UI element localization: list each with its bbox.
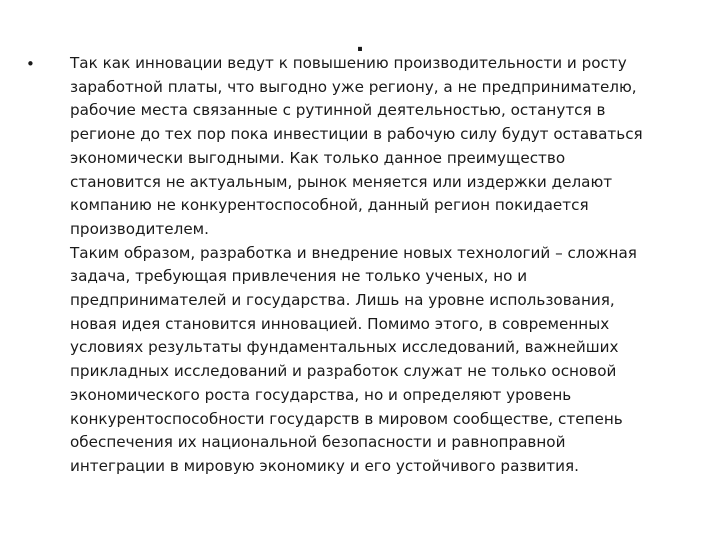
- bullet-marker: •: [26, 55, 35, 73]
- text-line: Так как инновации ведут к повышению производительности и росту: [70, 54, 627, 72]
- text-line: прикладных исследований и разработок служат не только основой: [70, 362, 617, 381]
- text-line: производителем.: [70, 219, 209, 238]
- text-line: интеграции в мировую экономику и его устойчивого развития.: [70, 456, 579, 475]
- text-line: компанию не конкурентоспособной, данный регион покидается: [70, 196, 589, 215]
- text-line: экономически выгодными. Как только данное преимущество: [70, 148, 566, 167]
- text-line: Таким образом, разработка и внедрение новых технологий – сложная: [70, 243, 637, 262]
- text-line: условиях результаты фундаментальных исследований, важнейших: [70, 338, 619, 357]
- text-line: экономического роста государства, но и определяют уровень: [70, 385, 572, 404]
- slide-title: .: [356, 26, 364, 57]
- text-line: рабочие места связанные с рутинной деятельностью, останутся в: [70, 101, 606, 120]
- text-line: обеспечения их национальной безопасности и равноправной: [70, 433, 566, 452]
- text-line: регионе до тех пор пока инвестиции в рабочую силу будут оставаться: [70, 125, 643, 144]
- text-line: конкурентоспособности государств в мировом сообществе, степень: [70, 409, 623, 428]
- text-line: предпринимателей и государства. Лишь на уровне использования,: [70, 291, 615, 310]
- text-line: становится не актуальным, рынок меняется или издержки делают: [70, 172, 613, 191]
- text-line: новая идея становится инновацией. Помимо этого, в современных: [70, 314, 610, 333]
- text-line: заработной платы, что выгодно уже региону, а не предпринимателю,: [70, 77, 637, 96]
- bullet-text: [70, 52, 686, 479]
- text-line: задача, требующая привлечения не только ученых, но и: [70, 267, 528, 286]
